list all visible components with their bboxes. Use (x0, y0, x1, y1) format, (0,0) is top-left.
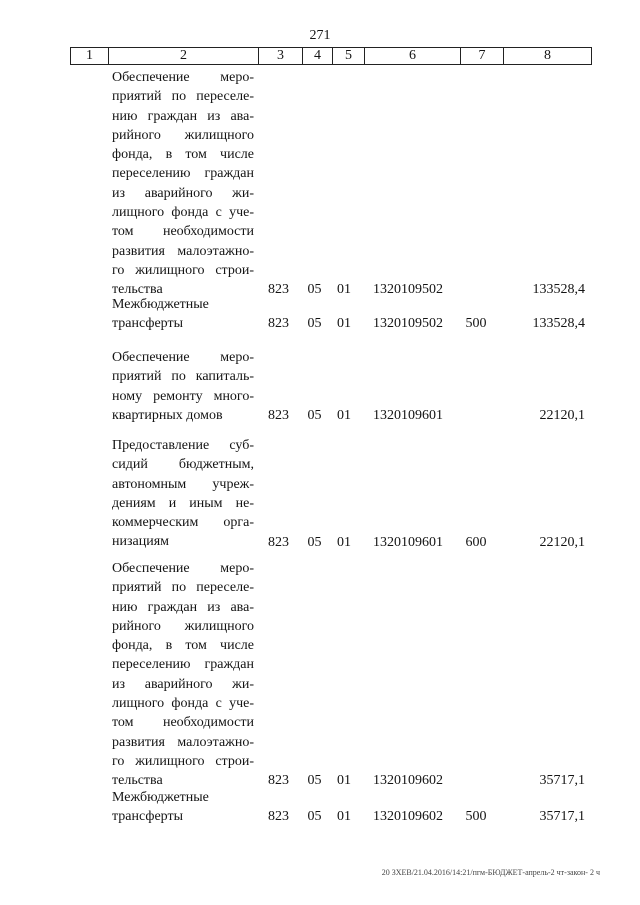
column-header: 7 (461, 48, 504, 65)
description-line: лищного фонда с уче- (112, 696, 254, 712)
row-cell-c3: 823 (268, 282, 289, 298)
row-cell-c4: 05 (307, 282, 322, 298)
description-line: рийного жилищного (112, 618, 254, 634)
row-cell-c4: 05 (307, 316, 322, 332)
row-description (112, 788, 254, 827)
column-header-table (70, 47, 592, 65)
footer-note: 20 ЗХЕВ/21.04.2016/14:21/пгм-БЮДЖЕТ-апрель-2 чт-закон- 2 ч (381, 868, 600, 877)
description-line: развития малоэтажно- (112, 243, 254, 259)
row-cell-c8: 133528,4 (532, 282, 585, 298)
column-header: 8 (504, 48, 592, 65)
row-cell-c6: 1320109502 (373, 316, 443, 332)
row-cell-c5: 01 (337, 282, 351, 298)
description-line: лищного фонда с уче- (112, 205, 254, 221)
column-header: 4 (303, 48, 333, 65)
row-cell-c3: 823 (268, 407, 289, 423)
description-line: приятий по переселе- (112, 580, 254, 596)
description-line: квартирных домов (112, 407, 223, 423)
description-line: сидий бюджетным, (112, 457, 254, 473)
description-line: коммерческим орга- (112, 515, 254, 531)
row-description (112, 436, 254, 552)
row-description (112, 295, 254, 334)
row-cell-c5: 01 (337, 407, 351, 423)
row-cell-c6: 1320109602 (373, 773, 443, 789)
description-line: рийного жилищного (112, 127, 254, 143)
description-line: приятий по капиталь- (112, 369, 254, 385)
description-line: автономным учреж- (112, 476, 254, 492)
description-line: фонда, в том числе (112, 638, 254, 654)
description-line: Межбюджетные (112, 790, 209, 805)
description-line: тельства (112, 282, 163, 298)
row-cell-c8: 35717,1 (539, 773, 585, 789)
description-line: из аварийного жи- (112, 676, 254, 692)
column-header: 6 (365, 48, 461, 65)
row-cell-c5: 01 (337, 773, 351, 789)
row-cell-c7: 500 (465, 809, 487, 825)
column-header: 1 (71, 48, 109, 65)
row-cell-c8: 22120,1 (539, 407, 585, 423)
column-header: 2 (109, 48, 259, 65)
description-line: ному ремонту много- (112, 388, 254, 404)
description-line: переселению граждан (112, 166, 254, 182)
description-line: Обеспечение меро- (112, 350, 254, 365)
description-line: переселению граждан (112, 657, 254, 673)
row-cell-c5: 01 (337, 316, 351, 332)
row-description (112, 559, 254, 791)
row-cell-c8: 22120,1 (539, 534, 585, 550)
description-line: Обеспечение меро- (112, 70, 254, 85)
row-cell-c8: 35717,1 (539, 809, 585, 825)
row-cell-c3: 823 (268, 534, 289, 550)
row-description (112, 348, 254, 425)
row-cell-c8: 133528,4 (532, 316, 585, 332)
column-header-row (71, 48, 592, 65)
description-line: го жилищного строи- (112, 753, 254, 769)
column-header: 5 (333, 48, 365, 65)
row-cell-c4: 05 (307, 534, 322, 550)
description-line: низациям (112, 534, 170, 550)
description-line: Обеспечение меро- (112, 561, 254, 576)
description-line: нию граждан из ава- (112, 108, 254, 124)
row-cell-c3: 823 (268, 809, 289, 825)
description-line: дениям и иным не- (112, 495, 254, 511)
row-cell-c5: 01 (337, 534, 351, 550)
description-line: том необходимости (112, 715, 254, 731)
row-cell-c7: 600 (465, 534, 487, 550)
description-line: трансферты (112, 809, 184, 825)
description-line: Межбюджетные (112, 297, 209, 312)
row-cell-c6: 1320109601 (373, 407, 443, 423)
description-line: развития малоэтажно- (112, 734, 254, 750)
row-cell-c4: 05 (307, 809, 322, 825)
column-header: 3 (259, 48, 303, 65)
row-cell-c6: 1320109502 (373, 282, 443, 298)
description-line: го жилищного строи- (112, 262, 254, 278)
page-number: 271 (309, 28, 331, 43)
row-cell-c6: 1320109601 (373, 534, 443, 550)
description-line: трансферты (112, 316, 184, 332)
description-line: приятий по переселе- (112, 89, 254, 105)
row-cell-c6: 1320109602 (373, 809, 443, 825)
description-line: Предоставление суб- (112, 438, 254, 453)
description-line: нию граждан из ава- (112, 599, 254, 615)
description-line: том необходимости (112, 224, 254, 240)
row-cell-c5: 01 (337, 809, 351, 825)
row-description (112, 68, 254, 300)
row-cell-c7: 500 (465, 316, 487, 332)
row-cell-c4: 05 (307, 407, 322, 423)
description-line: тельства (112, 773, 163, 789)
row-cell-c4: 05 (307, 773, 322, 789)
description-line: фонда, в том числе (112, 147, 254, 163)
row-cell-c3: 823 (268, 316, 289, 332)
row-cell-c3: 823 (268, 773, 289, 789)
description-line: из аварийного жи- (112, 185, 254, 201)
